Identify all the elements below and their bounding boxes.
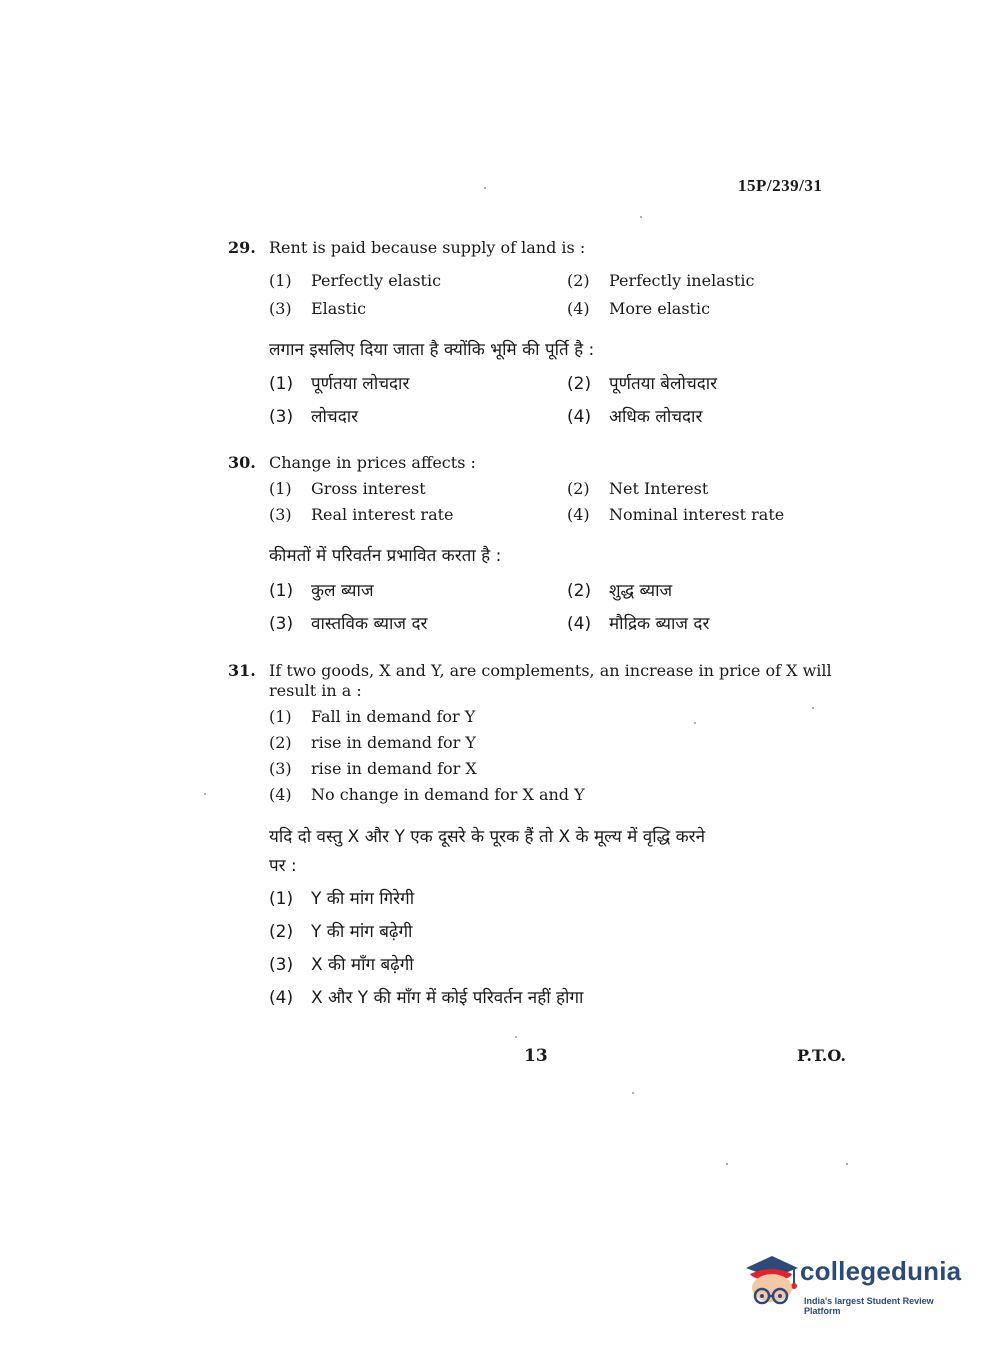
scan-speck (640, 216, 642, 218)
q31-option-2-en: (2) rise in demand for Y (269, 733, 476, 752)
scan-speck (515, 1036, 517, 1038)
scan-speck (812, 707, 814, 709)
q30-option-4-hi: (4) मौद्रिक ब्याज दर (567, 614, 710, 634)
q31-option-4-hi: (4) X और Y की माँग में कोई परिवर्तन नहीं होगा (269, 988, 584, 1008)
question-29-text-hi: लगान इसलिए दिया जाता है क्योंकि भूमि की पूर्ति है : (269, 340, 595, 360)
scan-speck (846, 1163, 848, 1165)
scan-speck (484, 187, 486, 189)
question-29-text-en: Rent is paid because supply of land is : (269, 238, 586, 257)
q31-option-1-en: (1) Fall in demand for Y (269, 707, 476, 726)
q30-option-3-en: (3) Real interest rate (269, 505, 454, 524)
question-30-text-hi: कीमतों में परिवर्तन प्रभावित करता है : (269, 546, 502, 566)
q31-option-4-en: (4) No change in demand for X and Y (269, 785, 585, 804)
q29-option-2-en: (2) Perfectly inelastic (567, 271, 755, 290)
scan-speck (204, 793, 206, 795)
q30-option-2-hi: (2) शुद्ध ब्याज (567, 581, 673, 601)
page-number: 13 (524, 1046, 548, 1066)
collegedunia-watermark (742, 1250, 970, 1314)
q30-option-1-hi: (1) कुल ब्याज (269, 581, 374, 601)
scan-speck (726, 1163, 728, 1165)
q31-option-3-hi: (3) X की माँग बढ़ेगी (269, 955, 414, 975)
q29-option-3-en: (3) Elastic (269, 299, 367, 318)
q30-option-1-en: (1) Gross interest (269, 479, 426, 498)
question-30-number: 30. (228, 453, 256, 472)
q31-option-2-hi: (2) Y की मांग बढ़ेगी (269, 922, 413, 942)
question-29-number: 29. (228, 238, 256, 257)
question-30-text-en: Change in prices affects : (269, 453, 476, 472)
q30-option-4-en: (4) Nominal interest rate (567, 505, 785, 524)
q29-option-1-en: (1) Perfectly elastic (269, 271, 442, 290)
question-31-text-hi-line1: यदि दो वस्तु X और Y एक दूसरे के पूरक हैं तो X के मूल्य में वृद्धि करने (269, 827, 706, 847)
q31-option-1-hi: (1) Y की मांग गिरेगी (269, 889, 415, 909)
brand-name: collegedunia (800, 1256, 962, 1286)
mascot-icon (742, 1250, 802, 1314)
question-31-text-en-line1: If two goods, X and Y, are complements, an increase in price of X will (269, 661, 832, 680)
q29-option-4-en: (4) More elastic (567, 299, 711, 318)
q31-option-3-en: (3) rise in demand for X (269, 759, 477, 778)
q29-option-2-hi: (2) पूर्णतया बेलोचदार (567, 374, 718, 394)
paper-code: 15P/239/31 (738, 176, 823, 195)
question-31-number: 31. (228, 661, 256, 680)
pto-label: P.T.O. (797, 1046, 846, 1065)
q30-option-3-hi: (3) वास्तविक ब्याज दर (269, 614, 428, 634)
question-31-text-en-line2: result in a : (269, 681, 362, 700)
q29-option-4-hi: (4) अधिक लोचदार (567, 407, 703, 427)
scan-speck (632, 1092, 634, 1094)
question-31-text-hi-line2: पर : (269, 856, 297, 876)
q29-option-3-hi: (3) लोचदार (269, 407, 359, 427)
scan-speck (694, 722, 696, 724)
q29-option-1-hi: (1) पूर्णतया लोचदार (269, 374, 410, 394)
brand-tagline: India's largest Student Review Platform (804, 1296, 934, 1316)
q30-option-2-en: (2) Net Interest (567, 479, 709, 498)
